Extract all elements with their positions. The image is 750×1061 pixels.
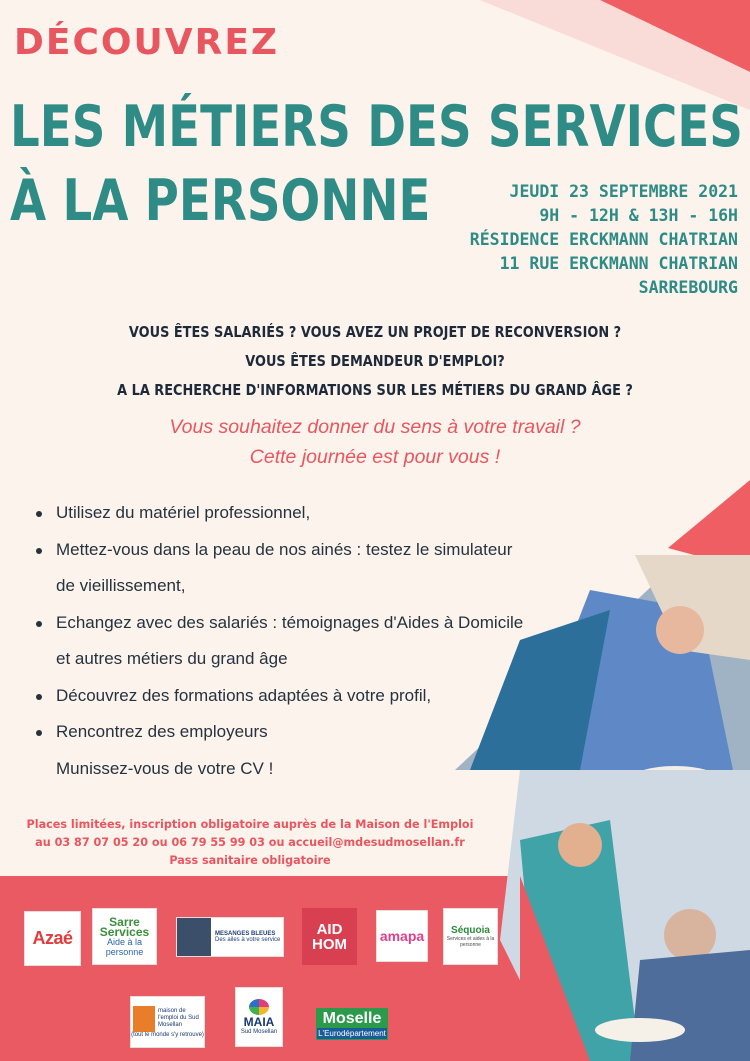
questions-block: [53, 318, 698, 405]
registration-info: [0, 816, 500, 870]
question-line: VOUS ÊTES DEMANDEUR D'EMPLOI?: [245, 352, 505, 370]
list-item-continuation: de vieillissement,: [56, 576, 186, 595]
logo-amapa: amapa: [376, 910, 428, 962]
bullet-icon: [36, 730, 42, 736]
tagline: [0, 412, 750, 472]
tagline-line: Cette journée est pour vous !: [249, 446, 501, 468]
activities-list: [36, 495, 596, 787]
logo-sequoia: Séquoia Services et aides à la personne: [443, 908, 498, 965]
list-item-continuation: et autres métiers du grand âge: [56, 649, 288, 668]
event-venue: RÉSIDENCE ERCKMANN CHATRIAN: [469, 230, 738, 249]
maia-icon: [249, 999, 269, 1015]
bullet-icon: [36, 694, 42, 700]
event-city: SARREBOURG: [638, 278, 738, 297]
event-details: [470, 180, 738, 300]
registration-line: Places limitées, inscription obligatoire auprès de la Maison de l'Emploi: [26, 818, 474, 831]
question-line: VOUS ÊTES SALARIÉS ? VOUS AVEZ UN PROJET DE RECONVERSION ?: [128, 323, 622, 341]
logo-azae: Azaé: [24, 911, 81, 966]
list-item: Utilisez du matériel professionnel,: [36, 495, 596, 532]
registration-contact: au 03 87 07 05 20 ou 06 79 55 99 03 ou accueil@mdesudmosellan.fr: [35, 836, 465, 849]
logo-mesanges-bleues: MESANGES BLEUES Des ailes à votre service: [176, 917, 284, 957]
list-item: Mettez-vous dans la peau de nos ainés : testez le simulateur: [36, 532, 596, 569]
bird-icon: [177, 918, 211, 956]
title-line-2: À LA PERSONNE: [10, 168, 431, 234]
logo-maia: MAIA Sud Mosellan: [235, 987, 283, 1047]
tagline-line: Vous souhaitez donner du sens à votre travail ?: [169, 416, 581, 438]
sanitary-pass-note: Pass sanitaire obligatoire: [169, 854, 331, 867]
logo-aidhom: AID HOM: [302, 908, 357, 965]
event-date: JEUDI 23 SEPTEMBRE 2021: [509, 182, 738, 201]
list-item: Découvrez des formations adaptées à votre profil,: [36, 678, 596, 715]
question-line: A LA RECHERCHE D'INFORMATIONS SUR LES MÉTIERS DU GRAND ÂGE ?: [117, 381, 633, 399]
house-icon: [133, 1006, 155, 1032]
kicker-heading: DÉCOUVREZ: [14, 22, 280, 63]
logo-maison-emploi: maison de l'emploi du Sud Mosellan (tout le monde s'y retrouve): [130, 996, 205, 1048]
list-item: Rencontrez des employeurs: [36, 714, 596, 751]
list-item: Echangez avec des salariés : témoignages d'Aides à Domicile: [36, 605, 596, 642]
event-street: 11 RUE ERCKMANN CHATRIAN: [499, 254, 738, 273]
event-hours: 9H - 12H & 13H - 16H: [539, 206, 738, 225]
logo-moselle: Moselle L'Eurodépartement: [316, 1008, 388, 1040]
logo-sarre-services: Sarre Services Aide à la personne: [92, 908, 157, 965]
bullet-icon: [36, 621, 42, 627]
bullet-icon: [36, 511, 42, 517]
list-item-continuation: Munissez-vous de votre CV !: [56, 758, 274, 778]
bullet-icon: [36, 548, 42, 554]
title-line-1: LES MÉTIERS DES SERVICES: [10, 94, 743, 160]
